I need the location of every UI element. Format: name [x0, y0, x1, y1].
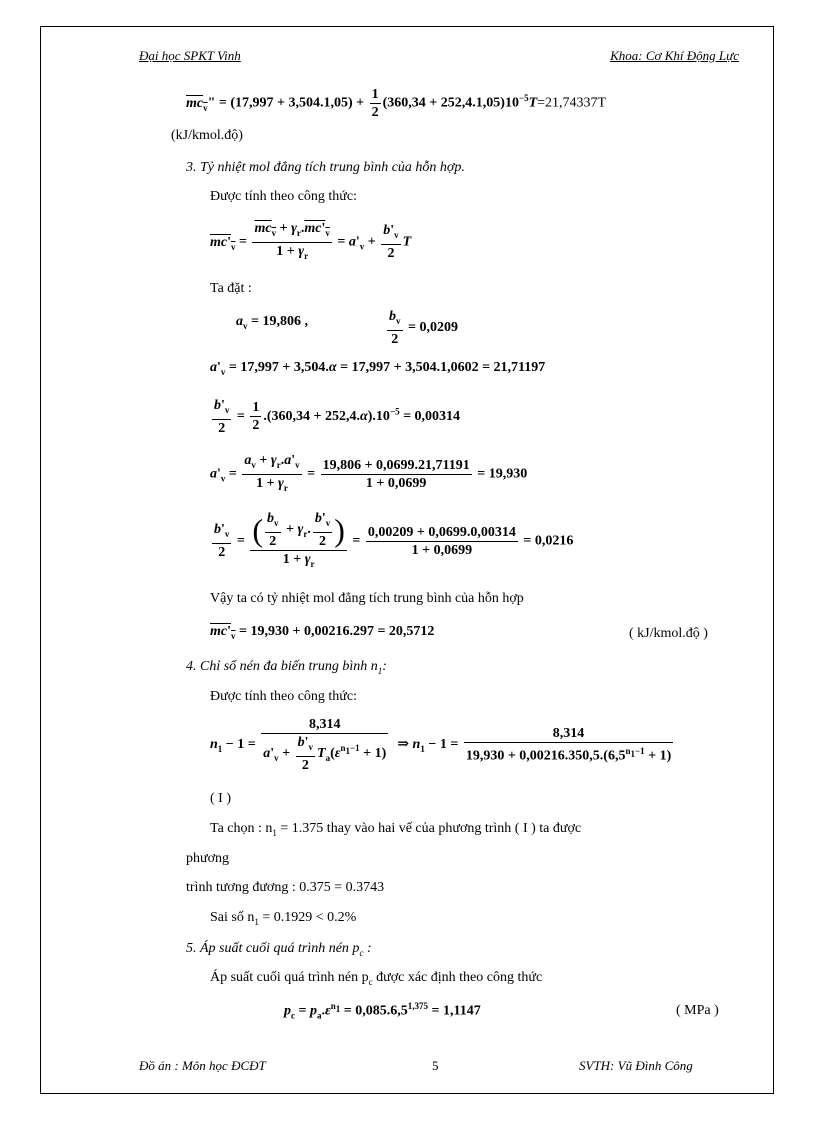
equation-b-prime: $\frac{b'_v}{2}$ = $\frac{1}{2}$ $.(360,34 + 252,4.\alpha).10^{-5} = 0,00314$	[214, 398, 461, 436]
conclusion-3: Vậy ta có tỷ nhiệt mol đẳng tích trung bình của hỗn hợp	[210, 591, 524, 606]
section-4-formula-label: Được tính theo công thức:	[210, 689, 357, 704]
phuong-line: phương	[186, 851, 229, 866]
section-5-text: Áp suất cuối quá trình nén $p_c$ được xác định theo công thức	[210, 970, 543, 987]
equation-mixture-heat: $mc'_v$ = $\frac{mc_v + \gamma_r.mc'_v}{1 + \gamma_r}$ = $a'_v$ + $\frac{b'_v}{2}$ T	[210, 221, 412, 262]
error-line: Sai số $n_1 = 0.1929 < 0.2\%$	[210, 910, 357, 927]
unit-line-1: (kJ/kmol.độ)	[171, 128, 243, 143]
choose-line: Ta chọn : $n_1 = 1.375$ thay vào hai vế của phương trình ( I ) ta được	[210, 821, 582, 838]
page-number: 5	[432, 1058, 439, 1073]
footer-right: SVTH: Vũ Đình Công	[579, 1058, 693, 1073]
ta-dat-label: Ta đặt :	[210, 281, 252, 296]
equation-pc: $p_c = p_a.\varepsilon^{n_1} = 0,085.6,5^{1,375} = 1,1147$	[284, 1001, 481, 1021]
equation-a-prime: $a'_v = 17,997 + 3,504.\alpha = 17,997 + 3,504.1,0602 = 21,71197$	[210, 360, 546, 377]
header-left: Đại học SPKT Vinh	[139, 48, 241, 63]
equation-av: $a_v = 19,806$ ,	[236, 314, 308, 331]
unit-line-5: ( MPa )	[676, 1003, 719, 1018]
equation-mcv-fuel: $mc_v$" = (17,997 + 3,504.1,05) + $\frac{1}{2}$ $(360,34 + 252,4.1,05)10^{-5}T=21,74337T$	[186, 87, 607, 120]
equation-bv: $\frac{b_v}{2}$ = 0,0209	[389, 309, 458, 347]
equation-a-mix: $a'_v$ = $\frac{a_v + \gamma_r.a'_v}{1 + \gamma_r}$ = $\frac{19,806 + 0,0699.21,71191}{1 + 0,0699}$ = 19,930	[210, 453, 528, 493]
equation-n1: $n_1 - 1$ = 8,314 $a'_v$ + $\frac{b'_v}{2}$ $T_a(\varepsilon^{n_1-1} + 1)$ ⇒ $n_1 - 1$ = $\frac{8,314}{19,930 + 0,00216.350,5.(6,5^{n_1-1} + 1)}$	[210, 717, 672, 773]
equation-b-mix: $\frac{b'_v}{2}$ = ( $\frac{b_v}{2}$ + $\gamma_r$. $\frac{b'_v}{2}$ ) $1 + \gamma_r$ = $\frac{0,00209 + 0,0699.0,00314}{1 + 0,0699}$ = 0,0216	[214, 511, 574, 569]
roman-I-label: ( I )	[210, 791, 231, 806]
equation-mcv-result: $mc'_v = 19,930 + 0,00216.297 = 20,5712$	[210, 624, 435, 641]
equivalent-line: trình tương đương : 0.375 = 0.3743	[186, 880, 385, 895]
section-5-title: 5. Áp suất cuối quá trình nén $p_c$ :	[186, 941, 372, 958]
unit-line-3: ( kJ/kmol.độ )	[629, 626, 708, 641]
section-3-title: 3. Tỷ nhiệt mol đẳng tích trung bình của hỗn hợp.	[186, 160, 465, 175]
section-3-formula-label: Được tính theo công thức:	[210, 189, 357, 204]
section-4-title: 4. Chỉ số nén đa biến trung bình $n_1$:	[186, 659, 387, 676]
footer-left: Đồ án : Môn học ĐCĐT	[139, 1058, 266, 1073]
header-right: Khoa: Cơ Khí Động Lực	[610, 48, 739, 63]
